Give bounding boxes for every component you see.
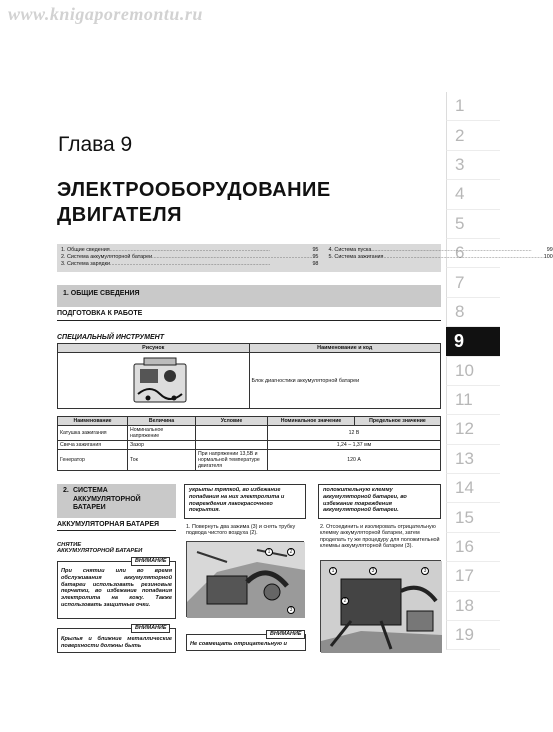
section-heading-battery-system <box>57 484 176 518</box>
chapter-tab-3[interactable]: 3 <box>446 151 500 180</box>
chapter-tab-11[interactable]: 11 <box>446 386 500 415</box>
chapter-tab-18[interactable]: 18 <box>446 592 500 621</box>
toc-entry[interactable]: 3. Система зарядки ..... 98 <box>61 261 318 268</box>
spec-cell: Номинальное напряжение <box>128 426 196 441</box>
chapter-tab-15[interactable]: 15 <box>446 503 500 532</box>
watermark: www.knigaporemontu.ru <box>8 4 203 24</box>
tool-image-cell <box>58 353 250 409</box>
chapter-tab-17[interactable]: 17 <box>446 562 500 591</box>
page-title <box>57 178 331 228</box>
spec-header: Номинальное значение <box>268 417 355 426</box>
note-box: укрыты тряпкой, во избежание попадания на них электролита и повреждения лакокрасочного покрытия. <box>184 484 306 519</box>
chapter-tab-14[interactable]: 14 <box>446 474 500 503</box>
section-number: 2. <box>63 487 69 494</box>
chapter-tab-8[interactable]: 8 <box>446 298 500 327</box>
section-heading-general: 1. ОБЩИЕ СВЕДЕНИЯ <box>57 285 441 307</box>
toc-entry[interactable]: 4. Система пуска ..... 99 <box>328 247 552 254</box>
spec-cell: 120 А <box>268 450 441 471</box>
note-box: положительную клемму аккумуляторной батареи, во избежание повреждения аккумуляторной батареи. <box>318 484 441 519</box>
step-1: 1. Повернуть два зажима (3) и снять трубку подвода чистого воздуха (2). <box>186 524 296 537</box>
warning-box-1: При снятии или во время обслуживания аккумуляторной батареи использовать резиновые перчатки, во избежание попадания электролита на кожу. Также использовать защитные очки. <box>57 561 176 619</box>
battery-tester-image <box>130 356 190 406</box>
battery-heading: АККУМУЛЯТОРНАЯ БАТАРЕЯ <box>57 521 160 528</box>
toc-entry[interactable]: 5. Система зажигания ..... 100 <box>328 254 552 261</box>
spec-header: Величина <box>128 417 196 426</box>
spec-cell <box>196 426 268 441</box>
chapter-tab-13[interactable]: 13 <box>446 445 500 474</box>
divider <box>57 530 176 531</box>
section-title: СИСТЕМА АККУМУЛЯТОРНОЙ БАТАРЕИ <box>72 487 141 511</box>
chapter-tab-16[interactable]: 16 <box>446 533 500 562</box>
spec-header: Условие <box>196 417 268 426</box>
chapter-tab-2[interactable]: 2 <box>446 121 500 150</box>
warning-box-2: Крылья и ближние металлические поверхности должны быть <box>57 628 176 653</box>
callout-2: 2 <box>341 597 349 605</box>
table-row <box>58 426 441 441</box>
warning-box-3: Не совмещать отрицательную и <box>186 634 306 651</box>
spec-cell: 12 В <box>268 426 441 441</box>
spec-header: Предельное значение <box>355 417 441 426</box>
engine-photo-1 <box>186 541 304 617</box>
chapter-tab-9[interactable]: 9 <box>446 327 500 356</box>
table-of-contents <box>57 244 553 272</box>
toc-left <box>61 247 318 269</box>
table-row <box>58 450 441 471</box>
warning-label: ВНИМАНИЕ <box>131 557 170 566</box>
spec-cell: При напряжении 13,5В и нормальной температуре двигателя <box>196 450 268 471</box>
callout-3: 3 <box>287 606 295 614</box>
callout-1: 1 <box>329 567 337 575</box>
spec-header: Наименование <box>58 417 128 426</box>
spec-cell: Катушка зажигания <box>58 426 128 441</box>
table-row <box>58 441 441 450</box>
spec-cell: Свеча зажигания <box>58 441 128 450</box>
spec-table <box>57 416 441 471</box>
chapter-tab-10[interactable]: 10 <box>446 357 500 386</box>
chapter-tab-7[interactable]: 7 <box>446 268 500 297</box>
tool-name: Блок диагностики аккумуляторной батареи <box>249 353 441 409</box>
divider <box>57 320 441 321</box>
spec-cell: Ток <box>128 450 196 471</box>
spec-cell: Генератор <box>58 450 128 471</box>
removal-heading: СНЯТИЕ АККУМУЛЯТОРНОЙ БАТАРЕИ <box>57 542 143 555</box>
toc-entry[interactable]: 2. Система аккумуляторной батареи ..... 95 <box>61 254 318 261</box>
tool-table-header: Рисунок <box>58 344 250 353</box>
toc-right <box>328 247 552 269</box>
spec-cell: 1,24 – 1,37 мм <box>268 441 441 450</box>
warning-label: ВНИМАНИЕ <box>131 624 170 633</box>
title-line-2: ДВИГАТЕЛЯ <box>57 204 183 226</box>
warning-label: ВНИМАНИЕ <box>266 630 305 639</box>
chapter-tab-19[interactable]: 19 <box>446 621 500 650</box>
engine-photo-2 <box>320 560 441 652</box>
chapter-tab-1[interactable]: 1 <box>446 92 500 121</box>
callout-3: 3 <box>421 567 429 575</box>
tool-table <box>57 343 441 409</box>
tools-heading: СПЕЦИАЛЬНЫЙ ИНСТРУМЕНТ <box>57 334 164 341</box>
chapter-tabs <box>446 92 500 650</box>
chapter-tab-6[interactable]: 6 <box>446 239 500 268</box>
tool-table-header: Наименование и код <box>249 344 441 353</box>
spec-cell: Зазор <box>128 441 196 450</box>
chapter-tab-5[interactable]: 5 <box>446 210 500 239</box>
toc-entry[interactable]: 1. Общие сведения ..... 95 <box>61 247 318 254</box>
spec-cell <box>196 441 268 450</box>
chapter-tab-12[interactable]: 12 <box>446 415 500 444</box>
step-2: 2. Отсоединить и изолировать отрицательную клемму аккумуляторной батареи, затем проделать ту же процедуру для положительной клеммы аккумуляторной батареи (3). <box>320 524 440 550</box>
chapter-tab-4[interactable]: 4 <box>446 180 500 209</box>
callout-2: 2 <box>287 548 295 556</box>
chapter-label: Глава 9 <box>58 133 133 156</box>
callout-1: 1 <box>265 548 273 556</box>
prep-heading: ПОДГОТОВКА К РАБОТЕ <box>57 310 143 317</box>
callout-3: 3 <box>369 567 377 575</box>
title-line-1: ЭЛЕКТРООБОРУДОВАНИЕ <box>57 179 331 201</box>
